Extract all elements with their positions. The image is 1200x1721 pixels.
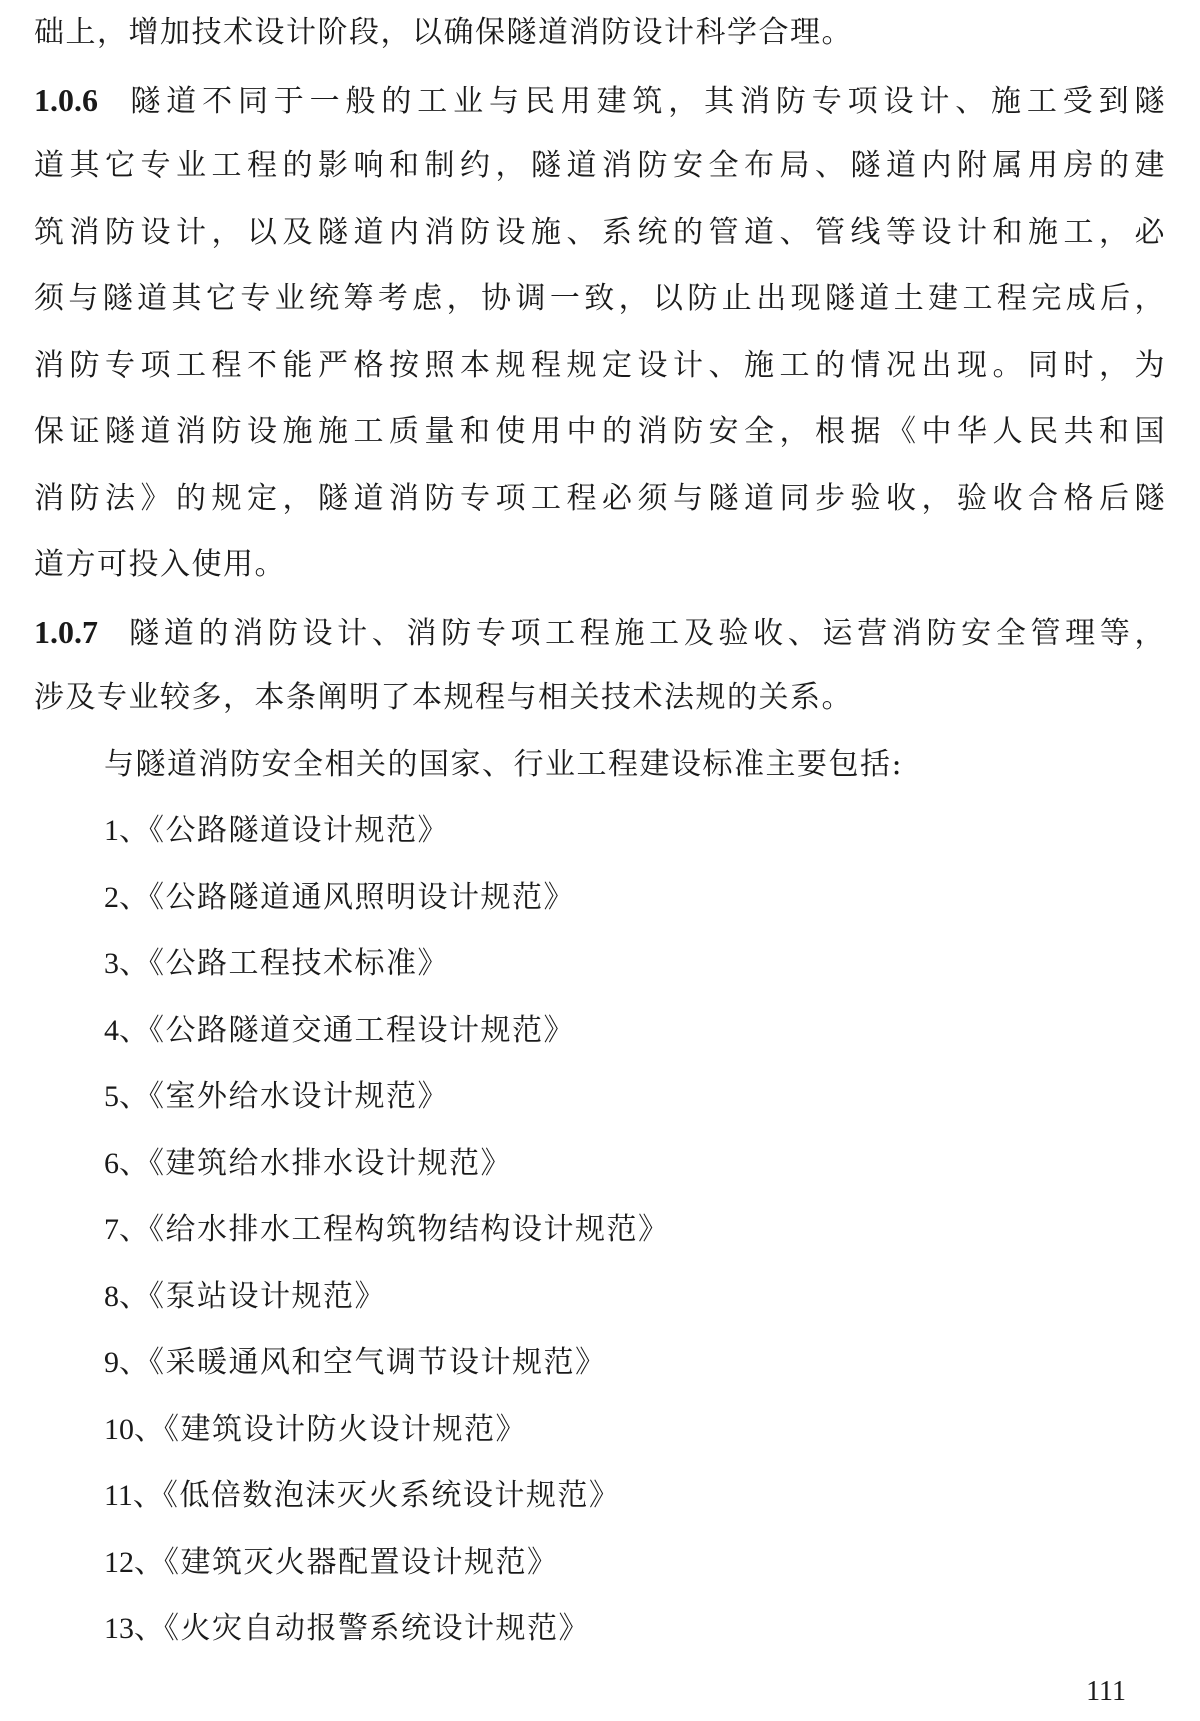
list-item-number: 9、 [104, 1346, 149, 1379]
list-item [34, 1330, 1166, 1397]
clause-1-0-7-line-1 [34, 599, 1166, 666]
list-item [34, 865, 1166, 932]
standards-intro: 与隧道消防安全相关的国家、行业工程建设标准主要包括: [104, 746, 904, 782]
list-item-number: 11、 [104, 1479, 163, 1512]
clause-text: 隧道不同于一般的工业与民用建筑，其消防专项设计、施工受到隧 [126, 83, 1166, 119]
list-item-number: 6、 [104, 1146, 149, 1180]
list-item-number: 1、 [104, 814, 149, 847]
list-item-title: 《建筑灭火器配置设计规范》 [164, 1544, 559, 1580]
clause-text: 隧道的消防设计、消防专项工程施工及验收、运营消防安全管理等， [126, 615, 1166, 651]
clause-1-0-6-line-4: 须与隧道其它专业统筹考虑，协调一致，以防止出现隧道土建工程完成后， [34, 281, 1166, 316]
list-item-title: 《泵站设计规范》 [149, 1278, 386, 1314]
list-item [34, 1064, 1166, 1131]
list-item [34, 1463, 1166, 1530]
list-item [34, 1397, 1166, 1464]
list-item-number: 5、 [104, 1080, 149, 1113]
list-item-title: 《公路工程技术标准》 [149, 946, 449, 981]
list-item-number: 8、 [104, 1279, 149, 1313]
list-item [34, 931, 1166, 998]
clause-1-0-6-line-6: 保证隧道消防设施施工质量和使用中的消防安全，根据《中华人民共和国 [34, 414, 1166, 449]
list-item-title: 《火灾自动报警系统设计规范》 [164, 1611, 590, 1646]
list-item [34, 1264, 1166, 1331]
list-item [34, 798, 1166, 865]
standards-list [34, 798, 1166, 1663]
list-item-title: 《建筑给水排水设计规范》 [149, 1145, 512, 1181]
list-item [34, 1131, 1166, 1198]
list-item [34, 1530, 1166, 1597]
clause-1-0-6-line-3: 筑消防设计，以及隧道内消防设施、系统的管道、管线等设计和施工，必 [34, 214, 1166, 250]
list-item-title: 《公路隧道设计规范》 [149, 813, 449, 848]
clause-number: 1.0.6 [34, 81, 98, 118]
list-item-number: 2、 [104, 880, 149, 914]
clause-number: 1.0.7 [34, 613, 98, 650]
list-item [34, 1596, 1166, 1663]
clause-1-0-6-line-2: 道其它专业工程的影响和制约，隧道消防安全布局、隧道内附属用房的建 [34, 148, 1166, 183]
list-item-number: 13、 [104, 1612, 164, 1645]
list-item-title: 《公路隧道交通工程设计规范》 [149, 1012, 575, 1048]
list-item-number: 12、 [104, 1545, 164, 1579]
list-item-title: 《建筑设计防火设计规范》 [164, 1411, 527, 1447]
page-number: 111 [1086, 1676, 1126, 1707]
clause-1-0-6-line-7: 消防法》的规定，隧道消防专项工程必须与隧道同步验收，验收合格后隧 [34, 480, 1166, 516]
list-item [34, 1197, 1166, 1264]
clause-1-0-6-line-5: 消防专项工程不能严格按照本规程规定设计、施工的情况出现。同时，为 [34, 347, 1166, 383]
list-item-number: 3、 [104, 947, 149, 980]
list-item [34, 998, 1166, 1065]
clause-1-0-6-line-1 [34, 67, 1166, 134]
list-item-number: 10、 [104, 1412, 164, 1446]
list-item-title: 《室外给水设计规范》 [149, 1079, 449, 1114]
list-item-title: 《给水排水工程构筑物结构设计规范》 [149, 1212, 670, 1247]
document-body [34, 0, 1166, 1663]
clause-1-0-6-line-8: 道方可投入使用。 [34, 547, 286, 582]
list-item-title: 《低倍数泡沫灭火系统设计规范》 [162, 1478, 621, 1513]
list-item-number: 7、 [104, 1213, 149, 1246]
intro-line: 础上，增加技术设计阶段，以确保隧道消防设计科学合理。 [34, 15, 853, 50]
clause-1-0-7-line-2: 涉及专业较多，本条阐明了本规程与相关技术法规的关系。 [34, 680, 853, 715]
list-item-number: 4、 [104, 1013, 149, 1047]
list-item-title: 《公路隧道通风照明设计规范》 [149, 879, 575, 915]
list-item-title: 《采暖通风和空气调节设计规范》 [149, 1345, 607, 1380]
